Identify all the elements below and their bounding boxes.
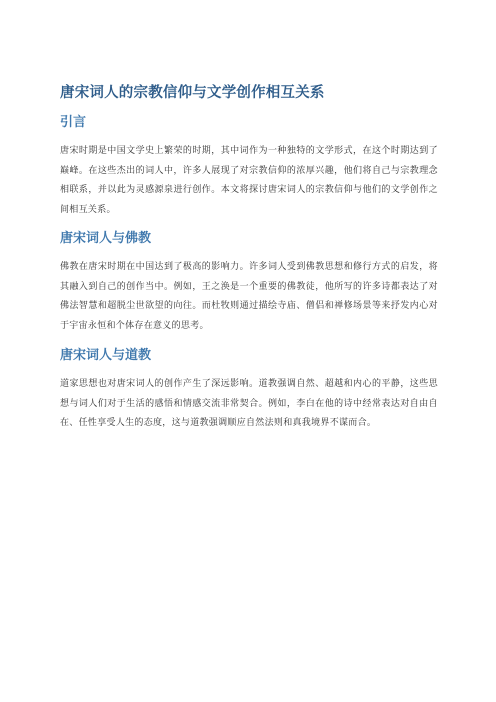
section-heading-buddhism: 唐宋词人与佛教 <box>60 231 152 246</box>
document-page <box>60 83 438 434</box>
section-heading-taoism: 唐宋词人与道教 <box>60 348 152 363</box>
section-paragraph-taoism: 道家思想也对唐宋词人的创作产生了深远影响。道教强调自然、超越和内心的平静，这些思想与词人们对于生活的感悟和情感交流非常契合。例如，李白在他的诗中经常表达对自由自在、任性享受人生的态度，这与道教强调顺应自然法则和真我境界不谋而合。 <box>60 379 438 428</box>
section-paragraph-buddhism: 佛教在唐宋时期在中国达到了极高的影响力。许多词人受到佛教思想和修行方式的启发，将其融入到自己的创作当中。例如，王之涣是一个重要的佛教徒，他所写的许多诗都表达了对佛法智慧和超脱尘世欲望的向往。而杜牧则通过描绘寺庙、僧侣和禅修场景等来抒发内心对于宇宙永恒和个体存在意义的思考。 <box>60 262 438 331</box>
section-paragraph-introduction: 唐宋时期是中国文学史上繁荣的时期，其中词作为一种独特的文学形式，在这个时期达到了巅峰。在这些杰出的词人中，许多人展现了对宗教信仰的浓厚兴趣，他们将自己与宗教理念相联系，并以此为灵感源泉进行创作。本文将探讨唐宋词人的宗教信仰与他们的文学创作之间相互关系。 <box>60 146 438 215</box>
section-heading-introduction: 引言 <box>60 115 87 130</box>
document-title: 唐宋词人的宗教信仰与文学创作相互关系 <box>60 85 325 101</box>
